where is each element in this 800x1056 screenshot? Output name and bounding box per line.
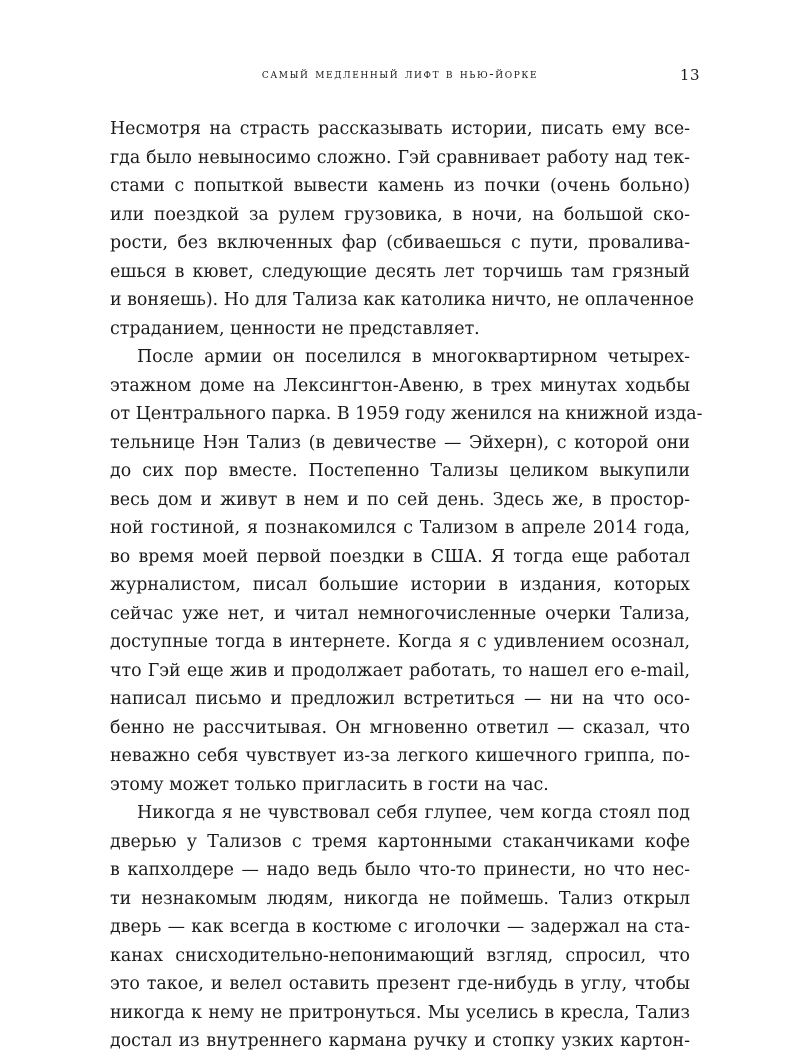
- text-line: во время моей первой поездки в США. Я тогда еще работал: [110, 546, 690, 567]
- text-line: от Центрального парка. В 1959 году женился на книжной изда-: [110, 404, 703, 424]
- page-number: 13: [679, 66, 700, 84]
- text-line: журналистом, писал большие истории в издания, которых: [110, 575, 690, 595]
- running-title: самый медленный лифт в нью-йорке: [261, 67, 539, 82]
- text-line: достал из внутреннего кармана ручку и стопку узких картон-: [110, 1031, 690, 1051]
- text-line: этажном доме на Лексингтон-Авеню, в трех минутах ходьбы: [110, 375, 690, 396]
- text-line: гда было невыносимо сложно. Гэй сравнивает работу над тек-: [110, 147, 690, 168]
- text-line: рости, без включенных фар (сбиваешься с пути, проваливa-: [110, 233, 690, 253]
- paragraph-start-line: После армии он поселился в многоквартирном четырех-: [137, 347, 690, 367]
- text-line: доступные тогда в интернете. Когда я с удивлением осознал,: [110, 632, 690, 652]
- text-line: и воняешь). Но для Тализа как католика ничто, не оплаченное: [110, 290, 694, 310]
- text-line: ешься в кювет, следующие десять лет торчишь там грязный: [110, 261, 690, 282]
- text-line: в капхолдере — надо ведь было что-то принести, но что нес-: [110, 860, 690, 880]
- text-line: дверью у Тализов с тремя картонными стаканчиками кофе: [110, 831, 690, 852]
- text-line: канах снисходительно-непонимающий взгляд, спросил, что: [110, 945, 690, 966]
- text-line: стами с попыткой вывести камень из почки (очень больно): [110, 176, 690, 196]
- paragraph-end-line: этому может только пригласить в гости на час.: [110, 774, 549, 795]
- text-line: ной гостиной, я познакомился с Тализом в апреле 2014 года,: [110, 518, 690, 538]
- text-line: ти незнакомым людям, никогда не поймешь. Тализ открыл: [110, 888, 690, 909]
- paragraph-end-line: страданием, ценности не представляет.: [110, 318, 480, 339]
- text-line: бенно не рассчитывая. Он мгновенно ответил — сказал, что: [110, 717, 690, 738]
- paragraph-start-line: Никогда я не чувствовал себя глупее, чем когда стоял под: [137, 803, 690, 823]
- text-line: это такое, и велел оставить презент где-нибудь в углу, чтобы: [110, 974, 690, 994]
- text-line: тельнице Нэн Тализ (в девичестве — Эйхерн), с которой они: [110, 432, 690, 453]
- text-line: никогда к нему не притронуться. Мы уселись в кресла, Тализ: [110, 1002, 690, 1023]
- text-line: написал письмо и предложил встретиться — ни на что осо-: [110, 689, 690, 709]
- text-line: дверь — как всегда в костюме с иголочки — задержал на ста-: [110, 917, 690, 937]
- body-text: [110, 115, 703, 1056]
- text-line: Несмотря на страсть рассказывать истории, писать ему все-: [110, 119, 690, 139]
- text-line: сейчас уже нет, и читал немногочисленные очерки Тализа,: [110, 603, 690, 624]
- text-line: неважно себя чувствует из-за легкого кишечного гриппа, по-: [110, 746, 690, 766]
- running-header: [100, 63, 700, 87]
- text-line: что Гэй еще жив и продолжает работать, то нашел его e-mail,: [110, 660, 690, 681]
- text-line: весь дом и живут в нем и по сей день. Здесь же, в простор-: [110, 489, 690, 510]
- text-line: до сих пор вместе. Постепенно Тализы целиком выкупили: [110, 461, 690, 481]
- text-line: или поездкой за рулем грузовика, в ночи, на большой ско-: [110, 204, 690, 225]
